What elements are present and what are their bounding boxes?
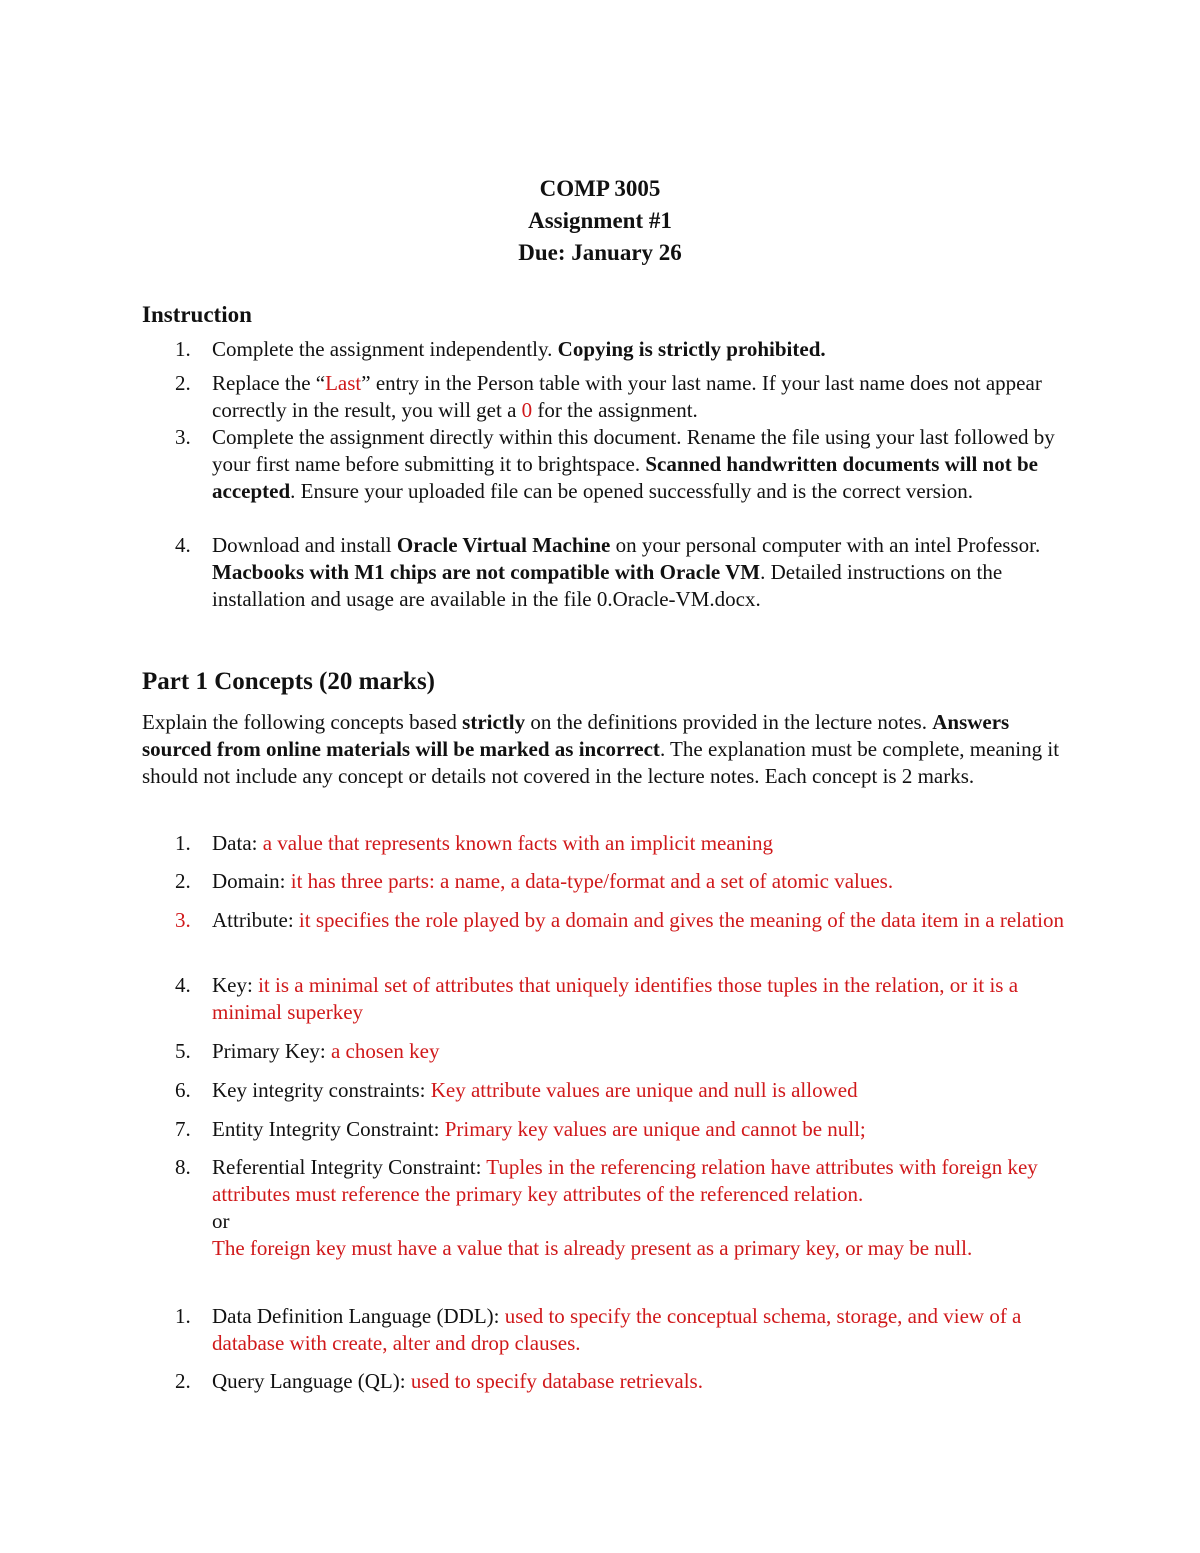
list-number: 6. bbox=[175, 1078, 191, 1102]
item-text: Download and install bbox=[212, 533, 397, 557]
concept-answer: Primary key values are unique and cannot be null; bbox=[444, 1117, 866, 1141]
item-highlight: Last bbox=[325, 371, 362, 395]
concept-term: Entity Integrity Constraint: bbox=[212, 1117, 445, 1141]
concept-answer: it specifies the role played by a domain and gives the meaning of the data item in a relation bbox=[298, 908, 1064, 932]
concept-answer: used to specify the conceptual schema, storage, and view of a database with create, alter and drop clauses. bbox=[212, 1304, 1022, 1355]
concept-answer: a chosen key bbox=[330, 1039, 440, 1063]
concept-term: Referential Integrity Constraint: bbox=[212, 1155, 487, 1179]
intro-text: on the definitions provided in the lecture notes. bbox=[525, 710, 933, 734]
list-number: 2. bbox=[175, 371, 191, 395]
list-number: 1. bbox=[175, 337, 191, 361]
part1-intro bbox=[142, 709, 1072, 790]
instruction-heading: Instruction bbox=[142, 302, 252, 327]
concept-answer: it is a minimal set of attributes that uniquely identifies those tuples in the relation, or it is a minimal superkey bbox=[212, 973, 1019, 1024]
concept-term: Data Definition Language (DDL): bbox=[212, 1304, 505, 1328]
intro-text: . The explanation must be complete, meaning it should not include any concept or details not covered in the lecture notes. Each concept is 2 marks. bbox=[142, 737, 1060, 788]
item-text: Complete the assignment directly within this document. Rename the file using your last followed by your first name before submitting it to brightspace. bbox=[212, 425, 1055, 476]
concept-answer: a value that represents known facts with an implicit meaning bbox=[262, 831, 773, 855]
intro-emphasis: Answers sourced from online materials will be marked as incorrect bbox=[142, 710, 1010, 761]
concept-or: or bbox=[212, 1209, 230, 1233]
concept-answer: used to specify database retrievals. bbox=[410, 1369, 703, 1393]
concept-term: Key integrity constraints: bbox=[212, 1078, 431, 1102]
list-number: 7. bbox=[175, 1117, 191, 1141]
intro-text: Explain the following concepts based bbox=[142, 710, 463, 734]
assignment-title: Assignment #1 bbox=[528, 208, 672, 233]
list-number: 2. bbox=[175, 1369, 191, 1393]
due-date: Due: January 26 bbox=[518, 240, 682, 265]
concept-answer: Key attribute values are unique and null is allowed bbox=[430, 1078, 858, 1102]
item-text: . Ensure your uploaded file can be opened successfully and is the correct version. bbox=[290, 479, 973, 503]
item-text: on your personal computer with an intel Professor. bbox=[610, 533, 1041, 557]
concept-term: Data: bbox=[212, 831, 263, 855]
item-emphasis: Copying is strictly prohibited. bbox=[557, 337, 826, 361]
item-text: Replace the “ bbox=[212, 371, 326, 395]
list-number: 1. bbox=[175, 831, 191, 855]
list-number: 8. bbox=[175, 1155, 191, 1179]
concept-term: Domain: bbox=[212, 869, 291, 893]
list-number: 3. bbox=[175, 425, 191, 449]
course-title: COMP 3005 bbox=[539, 176, 661, 201]
concept-term: Query Language (QL): bbox=[212, 1369, 411, 1393]
item-emphasis: Scanned handwritten documents will not be accepted bbox=[212, 452, 1038, 503]
item-emphasis: Oracle Virtual Machine bbox=[396, 533, 611, 557]
list-number: 1. bbox=[175, 1304, 191, 1328]
part1-heading: Part 1 Concepts (20 marks) bbox=[142, 668, 436, 695]
item-text: . Detailed instructions on the installation and usage are available in the file 0.Oracle-VM.docx. bbox=[212, 560, 1003, 611]
concept-answer: it has three parts: a name, a data-type/format and a set of atomic values. bbox=[290, 869, 894, 893]
list-number: 4. bbox=[175, 533, 191, 557]
item-text: for the assignment. bbox=[532, 398, 698, 422]
list-number: 2. bbox=[175, 869, 191, 893]
list-number: 4. bbox=[175, 973, 191, 997]
concept-term: Key: bbox=[212, 973, 259, 997]
item-highlight: 0 bbox=[521, 398, 533, 422]
item-text: ” entry in the Person table with your last name. If your last name does not appear correctly in the result, you will get a bbox=[212, 371, 1042, 422]
intro-emphasis: strictly bbox=[462, 710, 526, 734]
concept-answer-alt: The foreign key must have a value that is already present as a primary key, or may be null. bbox=[212, 1236, 973, 1260]
concept-term: Attribute: bbox=[212, 908, 299, 932]
list-number: 5. bbox=[175, 1039, 191, 1063]
concept-answer: Tuples in the referencing relation have attributes with foreign key attributes must reference the primary key attributes of the referenced relation. bbox=[212, 1155, 1038, 1206]
list-number: 3. bbox=[175, 908, 191, 932]
item-emphasis: Macbooks with M1 chips are not compatible with Oracle VM bbox=[212, 560, 761, 584]
item-text: Complete the assignment independently. bbox=[212, 337, 558, 361]
concept-term: Primary Key: bbox=[212, 1039, 331, 1063]
